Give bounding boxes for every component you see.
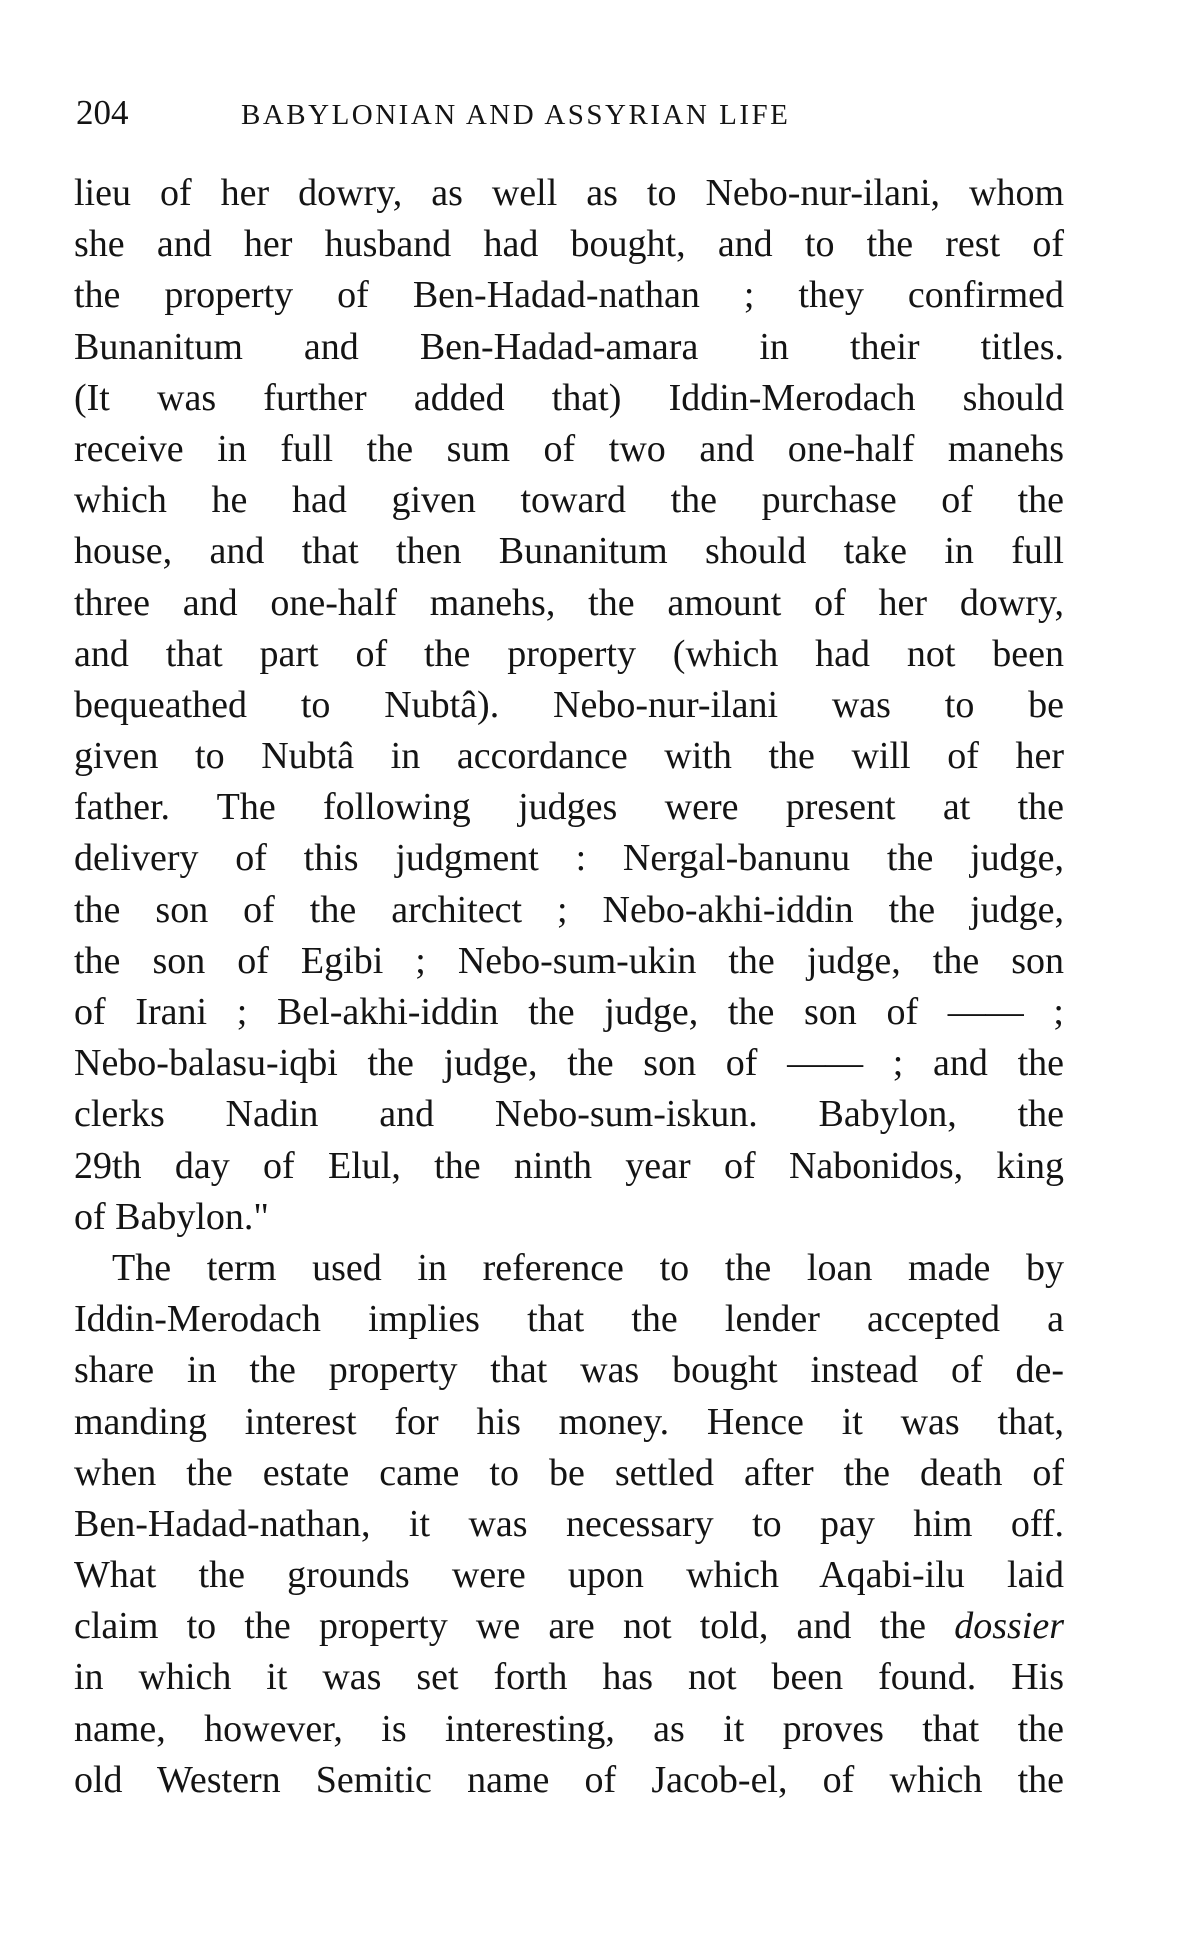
text-line-paragraph-end: of Babylon." — [74, 1195, 269, 1238]
text-line: share in the property that was bought instead of de- — [74, 1349, 1064, 1392]
text-line: name, however, is interesting, as it proves that the — [74, 1707, 1064, 1750]
running-title: BABYLONIAN AND ASSYRIAN LIFE — [241, 99, 791, 131]
text-line: manding interest for his money. Hence it was that, — [74, 1400, 1064, 1443]
text-line: bequeathed to Nubtâ). Nebo-nur-ilani was to be — [74, 683, 1064, 726]
text-line: 29th day of Elul, the ninth year of Nabonidos, king — [74, 1144, 1064, 1187]
text-line-paragraph-start: The term used in reference to the loan made by — [112, 1246, 1064, 1289]
text-segment: claim to the property we are not told, and the — [74, 1605, 927, 1648]
running-head — [76, 88, 1066, 138]
text-line: clerks Nadin and Nebo-sum-iskun. Babylon, the — [74, 1093, 1064, 1136]
italic-word: dossier — [954, 1605, 1065, 1648]
body-text — [74, 168, 1064, 1806]
text-line: receive in full the sum of two and one-half manehs — [74, 427, 1064, 470]
text-line: old Western Semitic name of Jacob-el, of which the — [74, 1758, 1064, 1801]
text-line: she and her husband had bought, and to the rest of — [74, 223, 1064, 266]
text-line: the property of Ben-Hadad-nathan ; they confirmed — [74, 274, 1064, 317]
text-line: the son of Egibi ; Nebo-sum-ukin the judge, the son — [74, 939, 1064, 982]
text-line: lieu of her dowry, as well as to Nebo-nur-ilani, whom — [74, 172, 1064, 214]
text-line: of Irani ; Bel-akhi-iddin the judge, the son of —— ; — [74, 991, 1064, 1033]
text-line: given to Nubtâ in accordance with the will of her — [74, 735, 1064, 778]
text-line: when the estate came to be settled after the death of — [74, 1451, 1064, 1494]
text-line: Ben-Hadad-nathan, it was necessary to pay him off. — [74, 1502, 1064, 1545]
page-number: 204 — [76, 93, 129, 132]
text-line: house, and that then Bunanitum should take in full — [74, 530, 1064, 573]
text-line: three and one-half manehs, the amount of her dowry, — [74, 581, 1064, 624]
text-line: What the grounds were upon which Aqabi-ilu laid — [74, 1554, 1064, 1597]
text-line: which he had given toward the purchase of the — [74, 479, 1064, 522]
text-line-with-italic — [74, 1601, 1064, 1652]
text-line: Nebo-balasu-iqbi the judge, the son of —— ; and the — [74, 1042, 1064, 1085]
text-line: Iddin-Merodach implies that the lender accepted a — [74, 1298, 1064, 1341]
text-line: the son of the architect ; Nebo-akhi-iddin the judge, — [74, 888, 1064, 931]
text-line: in which it was set forth has not been found. His — [74, 1656, 1064, 1699]
text-line: Bunanitum and Ben-Hadad-amara in their titles. — [74, 325, 1064, 368]
text-line: delivery of this judgment : Nergal-banunu the judge, — [74, 837, 1064, 880]
text-line: (It was further added that) Iddin-Merodach should — [74, 376, 1064, 419]
text-line: and that part of the property (which had not been — [74, 632, 1064, 675]
text-line: father. The following judges were present at the — [74, 786, 1064, 829]
